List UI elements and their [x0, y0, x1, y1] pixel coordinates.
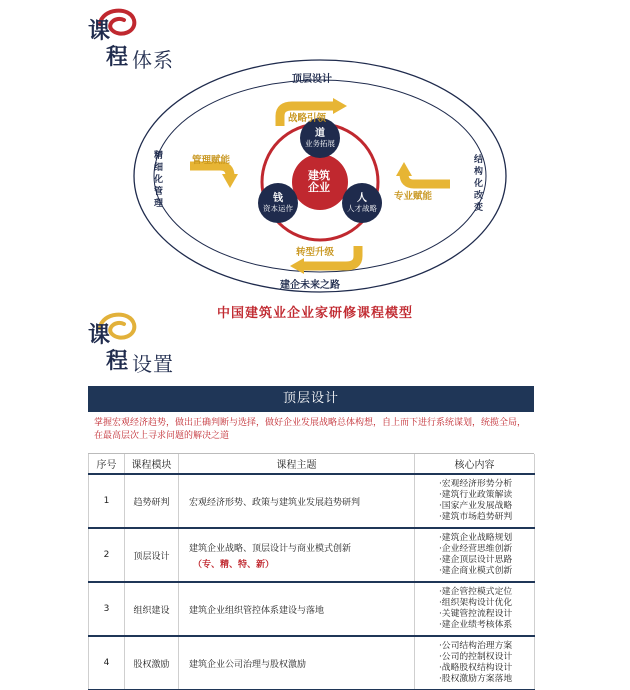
core-item: ·战略股权结构设计	[439, 663, 513, 673]
heading-text: 设置	[132, 352, 174, 376]
node-money-label: 资本运作	[263, 204, 293, 213]
row-num: 3	[89, 582, 125, 636]
table-row	[89, 636, 535, 690]
core-item: ·股权激励方案落地	[439, 674, 513, 685]
core-item: ·企业经营思维创新	[439, 543, 513, 554]
table-description: 掌握宏观经济趋势，做出正确判断与选择，做好企业发展战略总体构想，自上而下进行系统谋划，统揽全局，在最高层次上寻求问题的解决之道	[88, 412, 534, 454]
heading-text: 体系	[132, 48, 174, 72]
table-row	[89, 528, 535, 582]
row-num: 2	[89, 528, 125, 582]
table-title: 顶层设计	[88, 386, 534, 412]
row-num: 1	[89, 474, 125, 528]
node-people-char: 人	[357, 193, 367, 204]
node-people-label: 人才战略	[347, 204, 377, 213]
label-fine-management: 精细化管理	[154, 151, 164, 209]
header-core: 核心内容	[415, 454, 535, 474]
label-future-road: 建企未来之路	[280, 280, 340, 291]
heading-char-2: 程	[106, 44, 129, 70]
heading-char-1: 课	[88, 322, 111, 348]
table-row	[89, 474, 535, 528]
row-topic-text: 建筑企业战略、顶层设计与商业模式创新	[189, 543, 352, 554]
node-people	[340, 193, 384, 214]
row-topic	[179, 528, 415, 582]
node-dao-label: 业务拓展	[305, 139, 335, 148]
row-module: 股权激励	[125, 636, 179, 690]
core-item: ·公司的控制权设计	[439, 651, 513, 662]
node-money	[256, 193, 300, 214]
header-num: 序号	[89, 454, 125, 474]
row-core	[415, 474, 535, 528]
arrow-label-management: 管理赋能	[192, 155, 231, 166]
arrow-label-transform: 转型升级	[296, 247, 335, 258]
node-dao	[300, 128, 340, 149]
model-caption: 中国建筑业企业家研修课程模型	[216, 306, 413, 321]
center-label-line-2: 企业	[308, 181, 330, 194]
row-topic	[179, 474, 415, 528]
row-core	[415, 528, 535, 582]
core-item: ·建企顶层设计思路	[439, 555, 513, 565]
core-item: ·组织架构设计优化	[439, 597, 513, 608]
core-item: ·宏观经济形势分析	[439, 478, 513, 489]
arrow-label-professional: 专业赋能	[394, 191, 433, 202]
core-item: ·建筑市场趋势研判	[439, 512, 513, 523]
center-label	[308, 170, 330, 194]
row-topic	[179, 636, 415, 690]
table-header-row	[89, 454, 535, 474]
center-label-line-1: 建筑	[308, 169, 330, 182]
course-grid	[88, 454, 535, 690]
node-dao-char: 道	[315, 128, 325, 139]
row-module: 趋势研判	[125, 474, 179, 528]
row-num: 4	[89, 636, 125, 690]
core-item: ·建企业绩考核体系	[439, 620, 513, 631]
heading-char-2: 程	[106, 348, 129, 374]
row-topic-text: 宏观经济形势、政策与建筑业发展趋势研判	[189, 497, 361, 508]
row-module: 顶层设计	[125, 528, 179, 582]
header-module: 课程模块	[125, 454, 179, 474]
core-item: ·建企管控模式定位	[439, 586, 513, 597]
row-core	[415, 636, 535, 690]
core-item: ·公司结构治理方案	[439, 640, 513, 651]
table-row	[89, 582, 535, 636]
header-topic: 课程主题	[179, 454, 415, 474]
core-item: ·关键管控流程设计	[439, 609, 513, 619]
row-topic	[179, 582, 415, 636]
row-module: 组织建设	[125, 582, 179, 636]
node-money-char: 钱	[273, 193, 283, 204]
core-item: ·国家产业发展战略	[439, 501, 513, 511]
row-topic-subtitle: （专、精、特、新）	[193, 559, 275, 570]
row-core	[415, 582, 535, 636]
row-topic-text: 建筑企业组织管控体系建设与落地	[189, 605, 325, 616]
arrow-label-strategy: 战略引领	[288, 113, 327, 124]
label-structural-change: 结构化改变	[474, 155, 484, 213]
core-item: ·建筑行业政策解读	[439, 489, 513, 500]
section-heading-course-setup	[88, 308, 288, 378]
course-model-diagram	[130, 58, 510, 298]
core-item: ·建筑企业战略规划	[439, 532, 513, 543]
core-item: ·建企商业模式创新	[439, 566, 513, 577]
heading-char-1: 课	[88, 18, 111, 44]
label-top-design: 顶层设计	[292, 74, 332, 85]
row-topic-text: 建筑企业公司治理与股权激励	[189, 659, 307, 670]
course-table	[88, 386, 534, 690]
